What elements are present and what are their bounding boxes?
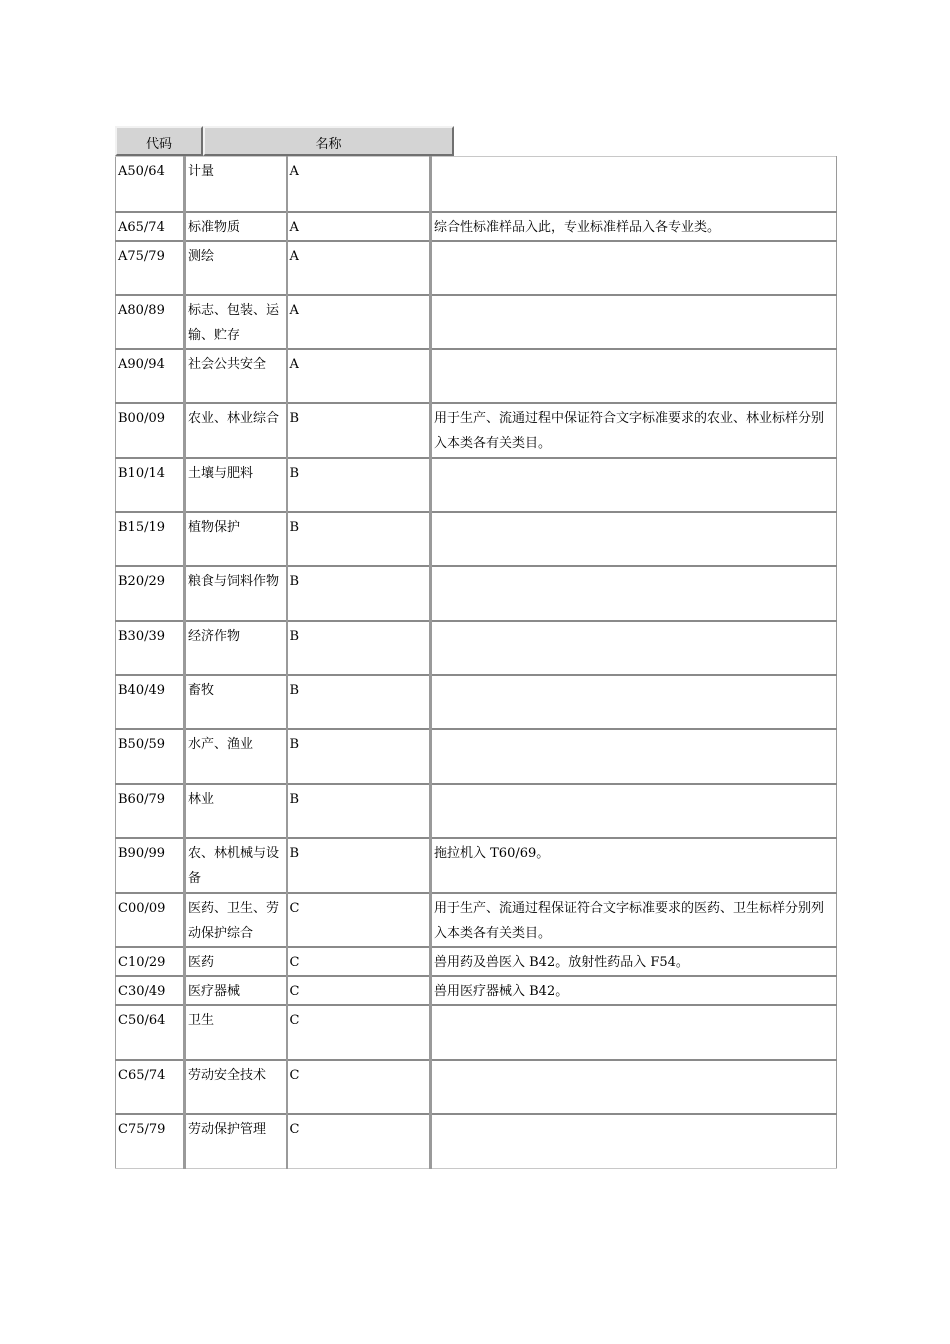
row-code: C75/79 (116, 1114, 185, 1169)
row-category: A (287, 157, 431, 212)
table-row (116, 241, 837, 295)
row-category: A (287, 349, 431, 403)
row-name: 经济作物 (185, 621, 287, 675)
row-note: 综合性标准样品入此，专业标准样品入各专业类。 (431, 212, 837, 241)
row-note (431, 621, 837, 675)
table-row (116, 1060, 837, 1114)
table-row (116, 1114, 837, 1169)
row-name: 植物保护 (185, 512, 287, 566)
row-category: B (287, 566, 431, 621)
row-category: B (287, 729, 431, 784)
row-code: A90/94 (116, 349, 185, 403)
row-code: A80/89 (116, 295, 185, 349)
table-row (116, 621, 837, 675)
row-name: 医疗器械 (185, 976, 287, 1005)
table-row (116, 1005, 837, 1060)
table-row (116, 729, 837, 784)
row-note (431, 157, 837, 212)
row-note (431, 241, 837, 295)
row-note (431, 512, 837, 566)
row-category: B (287, 403, 431, 458)
row-note: 兽用医疗器械入 B42。 (431, 976, 837, 1005)
row-code: B30/39 (116, 621, 185, 675)
table-row (116, 566, 837, 621)
table-row (116, 976, 837, 1005)
table-row (116, 675, 837, 729)
table-row (116, 295, 837, 349)
header-code: 代码 (115, 126, 203, 156)
row-note (431, 349, 837, 403)
row-name: 计量 (185, 157, 287, 212)
row-note (431, 729, 837, 784)
row-code: B20/29 (116, 566, 185, 621)
header-name: 名称 (203, 126, 454, 156)
row-name: 农、林机械与设备 (185, 838, 287, 893)
row-note (431, 1005, 837, 1060)
table-row (116, 349, 837, 403)
table-row (116, 784, 837, 838)
row-name: 社会公共安全 (185, 349, 287, 403)
row-category: B (287, 784, 431, 838)
row-note (431, 458, 837, 512)
row-code: B00/09 (116, 403, 185, 458)
table-row (116, 458, 837, 512)
row-note: 兽用药及兽医入 B42。放射性药品入 F54。 (431, 947, 837, 976)
row-name: 卫生 (185, 1005, 287, 1060)
row-code: B40/49 (116, 675, 185, 729)
table-row (116, 947, 837, 976)
row-name: 林业 (185, 784, 287, 838)
row-category: B (287, 512, 431, 566)
row-note: 拖拉机入 T60/69。 (431, 838, 837, 893)
row-code: C10/29 (116, 947, 185, 976)
row-note (431, 295, 837, 349)
row-code: B50/59 (116, 729, 185, 784)
row-note: 用于生产、流通过程保证符合文字标准要求的医药、卫生标样分别列入本类各有关类目。 (431, 893, 837, 947)
row-category: B (287, 621, 431, 675)
table-row (116, 212, 837, 241)
row-name: 医药 (185, 947, 287, 976)
row-code: C50/64 (116, 1005, 185, 1060)
row-code: C30/49 (116, 976, 185, 1005)
row-name: 畜牧 (185, 675, 287, 729)
row-code: C00/09 (116, 893, 185, 947)
row-note (431, 675, 837, 729)
row-category: B (287, 675, 431, 729)
table-row (116, 403, 837, 458)
row-category: C (287, 947, 431, 976)
row-category: A (287, 241, 431, 295)
row-category: B (287, 838, 431, 893)
row-category: C (287, 1005, 431, 1060)
table-row (116, 157, 837, 212)
row-note (431, 784, 837, 838)
row-code: B15/19 (116, 512, 185, 566)
table-row (116, 893, 837, 947)
row-code: B60/79 (116, 784, 185, 838)
row-name: 劳动安全技术 (185, 1060, 287, 1114)
row-category: A (287, 212, 431, 241)
row-name: 农业、林业综合 (185, 403, 287, 458)
row-code: A50/64 (116, 157, 185, 212)
row-name: 劳动保护管理 (185, 1114, 287, 1169)
row-code: A75/79 (116, 241, 185, 295)
row-category: B (287, 458, 431, 512)
row-category: C (287, 893, 431, 947)
table-row (116, 838, 837, 893)
row-code: A65/74 (116, 212, 185, 241)
row-note (431, 566, 837, 621)
table-row (116, 512, 837, 566)
row-note: 用于生产、流通过程中保证符合文字标准要求的农业、林业标样分别入本类各有关类目。 (431, 403, 837, 458)
row-note (431, 1114, 837, 1169)
classification-table (115, 156, 837, 1169)
row-name: 土壤与肥料 (185, 458, 287, 512)
row-category: C (287, 1060, 431, 1114)
row-category: C (287, 1114, 431, 1169)
row-name: 测绘 (185, 241, 287, 295)
row-name: 标志、包装、运输、贮存 (185, 295, 287, 349)
row-name: 粮食与饲料作物 (185, 566, 287, 621)
row-code: B10/14 (116, 458, 185, 512)
row-category: C (287, 976, 431, 1005)
row-name: 水产、渔业 (185, 729, 287, 784)
table-header (115, 126, 454, 156)
row-code: C65/74 (116, 1060, 185, 1114)
row-code: B90/99 (116, 838, 185, 893)
row-note (431, 1060, 837, 1114)
row-name: 医药、卫生、劳动保护综合 (185, 893, 287, 947)
row-name: 标准物质 (185, 212, 287, 241)
row-category: A (287, 295, 431, 349)
